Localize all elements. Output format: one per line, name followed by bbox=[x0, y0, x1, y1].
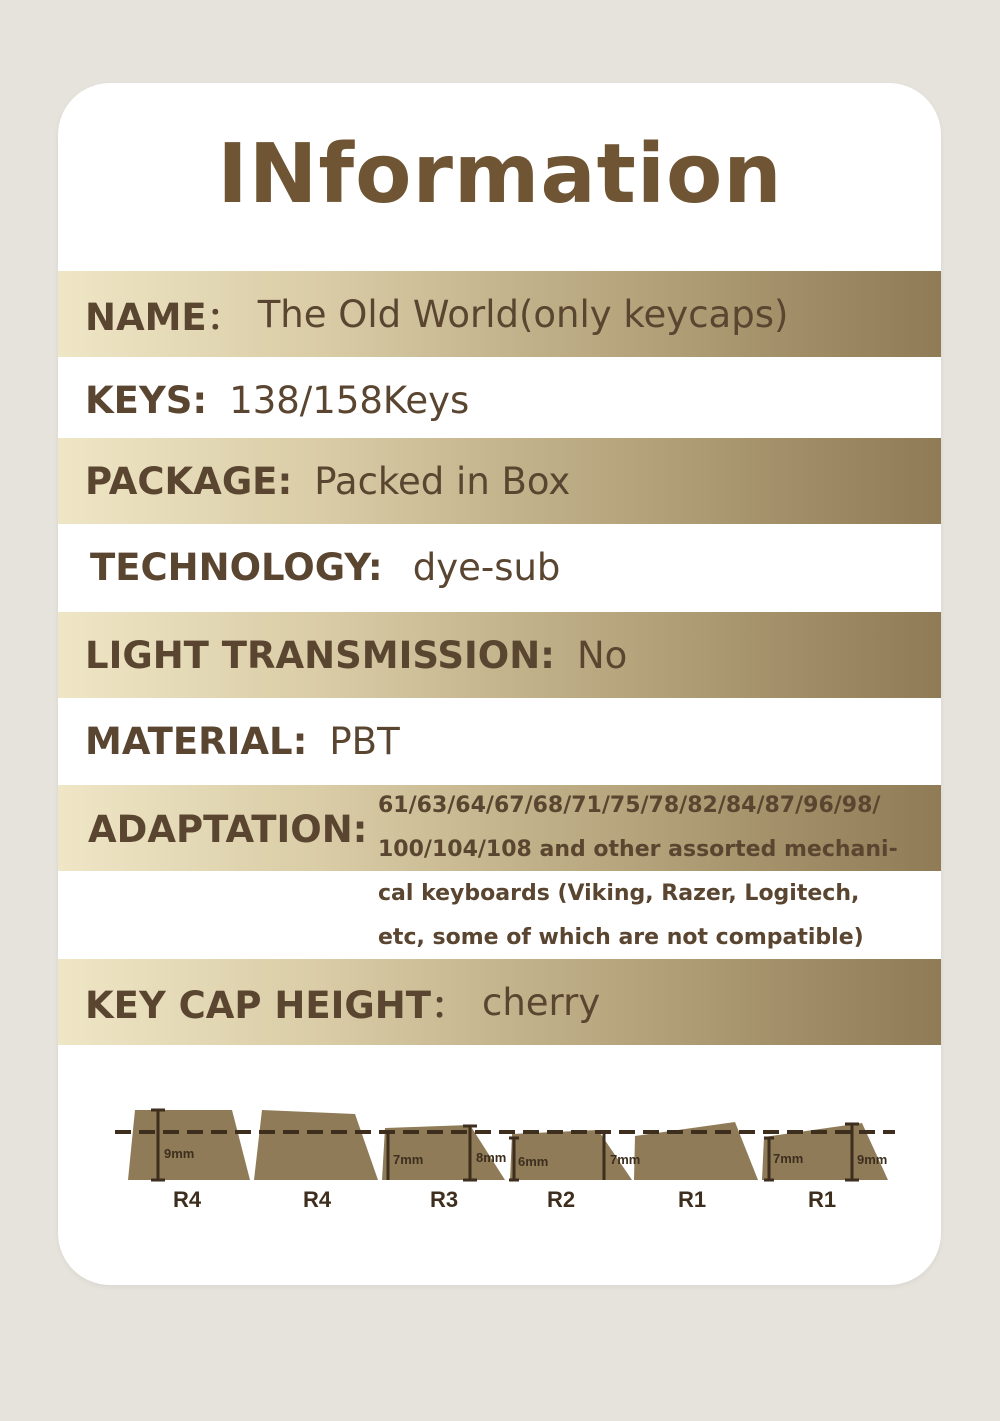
row-name bbox=[85, 271, 788, 357]
adaptation-line: 61/63/64/67/68/71/75/78/82/84/87/96/98/ bbox=[378, 793, 881, 818]
keycap-profile-diagram bbox=[0, 1090, 1000, 1230]
row-label: R1 bbox=[807, 1187, 837, 1212]
row-key-cap-height bbox=[85, 959, 600, 1045]
row-technology bbox=[90, 524, 560, 610]
row-material bbox=[85, 698, 400, 784]
light-transmission-value: No bbox=[576, 633, 628, 677]
light-transmission-label: LIGHT TRANSMISSION: bbox=[85, 633, 555, 677]
measure-label: 8mm bbox=[476, 1150, 507, 1165]
measure-label: 9mm bbox=[857, 1152, 888, 1167]
adaptation-label: ADAPTATION: bbox=[88, 808, 368, 851]
technology-value: dye-sub bbox=[412, 545, 561, 589]
adaptation-line: cal keyboards (Viking, Razer, Logitech, bbox=[378, 881, 860, 906]
adaptation-text bbox=[378, 784, 923, 960]
page-title: INformation bbox=[217, 127, 783, 222]
key-cap-height-value: cherry bbox=[482, 980, 601, 1024]
keys-label: KEYS: bbox=[85, 378, 208, 422]
row-label: R4 bbox=[302, 1187, 332, 1212]
adaptation-line: etc, some of which are not compatible) bbox=[378, 925, 864, 950]
package-label: PACKAGE: bbox=[85, 459, 293, 503]
row-keys bbox=[85, 357, 469, 443]
package-value: Packed in Box bbox=[314, 459, 571, 503]
row-label: R1 bbox=[677, 1187, 707, 1212]
row-package bbox=[85, 438, 570, 524]
technology-label: TECHNOLOGY: bbox=[90, 545, 383, 589]
row-label: R3 bbox=[429, 1187, 459, 1212]
row-label: R4 bbox=[172, 1187, 202, 1212]
material-label: MATERIAL: bbox=[85, 719, 308, 763]
row-label: R2 bbox=[546, 1187, 576, 1212]
material-value: PBT bbox=[329, 719, 400, 763]
keycap-r4-2 bbox=[254, 1110, 378, 1180]
row-light-transmission bbox=[85, 612, 627, 698]
measure-label: 7mm bbox=[773, 1151, 804, 1166]
name-label: NAME： bbox=[85, 296, 244, 339]
measure-label: 7mm bbox=[393, 1152, 424, 1167]
measure-label: 6mm bbox=[518, 1154, 549, 1169]
key-cap-height-label: KEY CAP HEIGHT： bbox=[85, 984, 468, 1027]
adaptation-line: 100/104/108 and other assorted mechani- bbox=[378, 837, 898, 862]
measure-label: 9mm bbox=[164, 1146, 195, 1161]
keys-value: 138/158Keys bbox=[229, 378, 470, 422]
measure-label: 7mm bbox=[610, 1152, 641, 1167]
name-value: The Old World(only keycaps) bbox=[257, 292, 789, 336]
keycap-r4-1 bbox=[128, 1110, 250, 1180]
